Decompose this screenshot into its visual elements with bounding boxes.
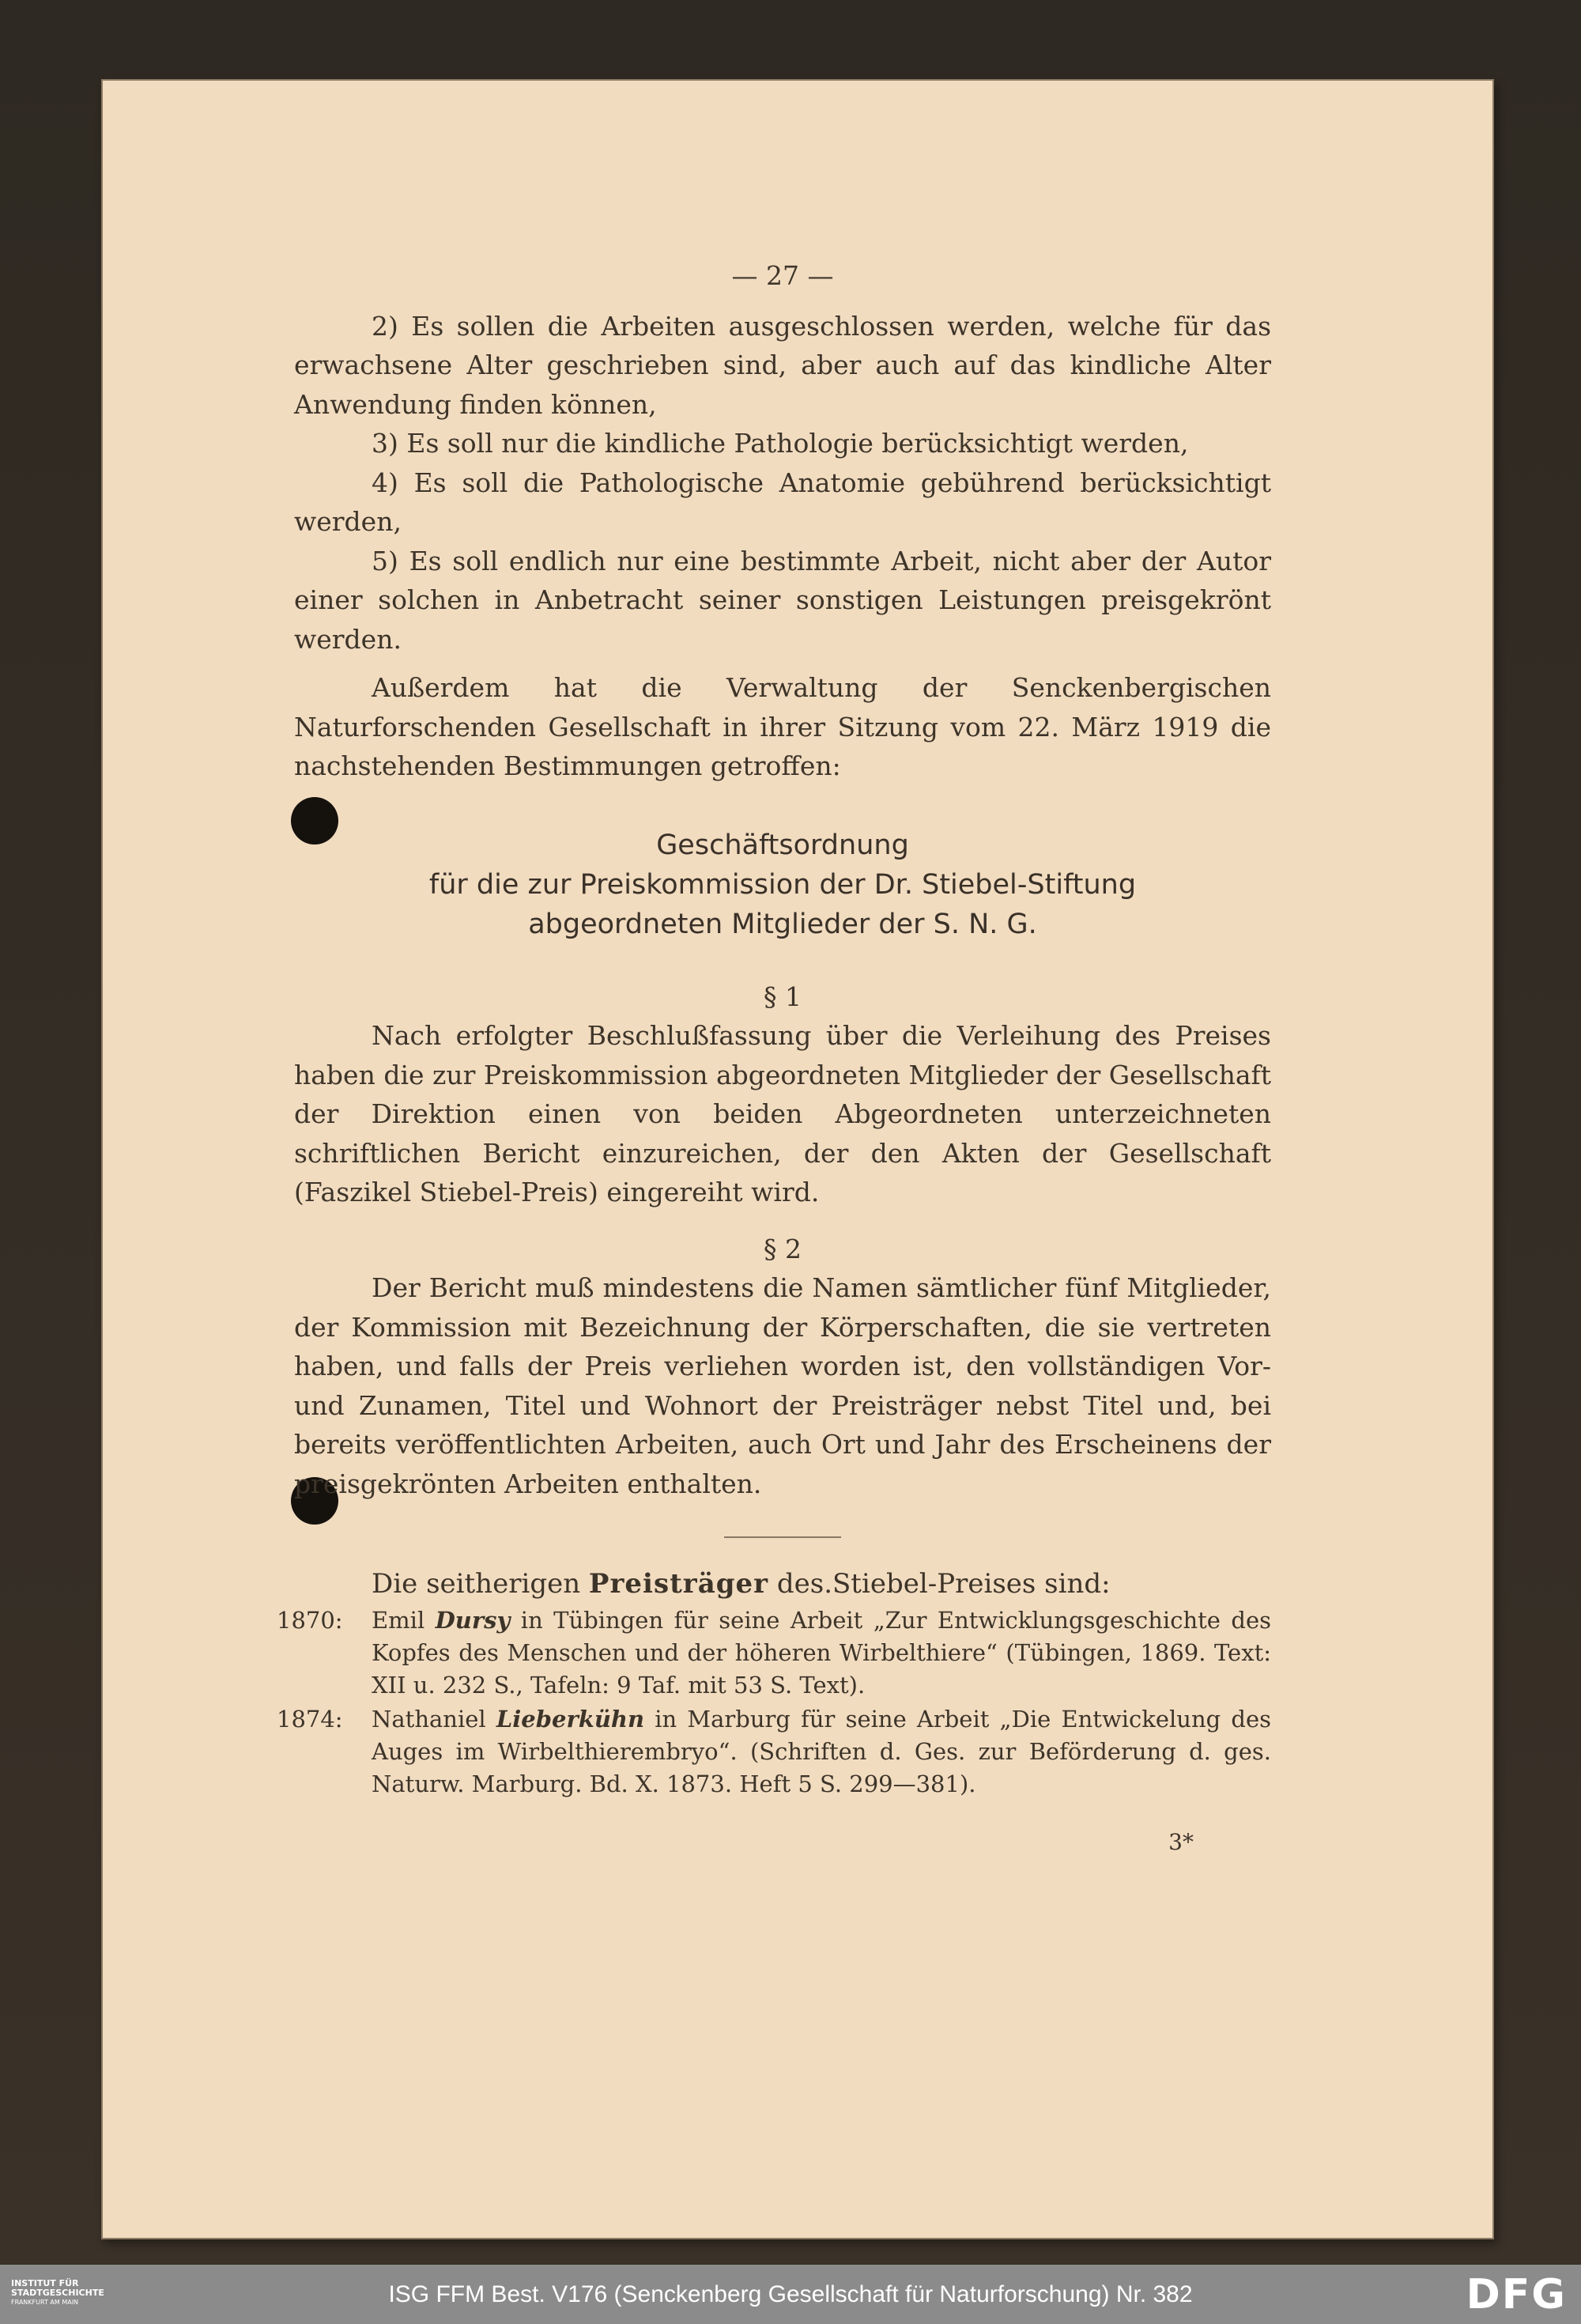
logo-line: FRANKFURT AM MAIN xyxy=(11,2299,79,2306)
archive-footer-bar xyxy=(0,2265,1581,2324)
winners-intro xyxy=(294,1565,1271,1603)
paragraph-mark-2: § 2 xyxy=(764,1233,802,1264)
section-1-text: Nach erfolgter Beschlußfassung über die Verleihung des Preises haben die zur Preiskommission abgeordneten Mitglieder der Gesellschaft der Direktion einen von beiden Abgeordneten unterzeichneten schriftlichen Bericht einzureichen, der den Akten der Gesellschaft (Faszikel Stiebel-Preis) eingereiht wird. xyxy=(294,1020,1271,1207)
winner-prefix: Nathaniel xyxy=(372,1706,486,1733)
page-text xyxy=(277,256,1272,1862)
section-2-text: Der Bericht muß mindestens die Namen sämtlicher fünf Mitglieder, der Kommission mit Bezeichnung der Körperschaften, die sie vertreten haben, und falls der Preis verliehen worden ist, den vollständigen Vor- und Zunamen, Titel und Wohnort der Preisträger nebst Titel und, bei bereits veröffentlichten Arbeiten, auch Ort und Jahr des Erscheinens der preisgekrönten Arbeiten enthalten. xyxy=(294,1272,1271,1499)
winners-intro-before: Die seitherigen xyxy=(372,1568,581,1600)
winner-prefix: Emil xyxy=(372,1607,425,1634)
winner-text xyxy=(372,1703,1271,1801)
page-number: — 27 — xyxy=(731,260,834,291)
winner-text xyxy=(372,1604,1271,1702)
logo-line: INSTITUT FÜR xyxy=(11,2278,79,2288)
winner-year: 1870: xyxy=(277,1607,343,1634)
winner-year: 1874: xyxy=(277,1706,343,1733)
winner-entry xyxy=(277,1604,1271,1702)
winners-intro-bold: Preisträger xyxy=(588,1568,769,1600)
winners-intro-after: des.Stiebel-Preises sind: xyxy=(776,1568,1111,1600)
paragraph-mark-1: § 1 xyxy=(764,981,802,1012)
winner-name: Dursy xyxy=(435,1607,511,1634)
list-item: 5) Es soll endlich nur eine bestimmte Arbeit, nicht aber der Autor einer solchen in Anbetracht seiner sonstigen Leistungen preisgekrönt werden. xyxy=(294,545,1271,655)
heading-line: Geschäftsordnung xyxy=(656,829,909,861)
list-item: 3) Es soll nur die kindliche Pathologie berücksichtigt werden, xyxy=(372,428,1189,459)
heading-line: für die zur Preiskommission der Dr. Stiebel-Stiftung xyxy=(428,868,1137,901)
winner-details: in Marburg für seine Arbeit „Die Entwickelung des Auges im Wirbelthierembryo“. (Schriften d. Ges. zur Beförderung d. ges. Naturw. Marburg. Bd. X. 1873. Heft 5 S. 299—381). xyxy=(372,1706,1272,1797)
winner-entry xyxy=(277,1703,1272,1801)
intro-paragraph: Außerdem hat die Verwaltung der Senckenbergischen Naturforschenden Gesellschaft in ihrer Sitzung vom 22. März 1919 die nachstehenden Bestimmungen getroffen: xyxy=(294,672,1271,781)
archive-caption: ISG FFM Best. V176 (Senckenberg Gesellschaft für Naturforschung) Nr. 382 xyxy=(388,2281,1193,2307)
heading-line: abgeordneten Mitglieder der S. N. G. xyxy=(528,908,1037,940)
signature-mark: 3* xyxy=(1168,1829,1194,1855)
divider xyxy=(724,1536,841,1538)
dfg-logo: DFG xyxy=(1466,2271,1567,2318)
section-heading xyxy=(294,826,1271,944)
logo-line: STADTGESCHICHTE xyxy=(11,2288,104,2298)
list-item: 4) Es soll die Pathologische Anatomie gebührend berücksichtigt werden, xyxy=(294,467,1271,537)
winner-details: in Tübingen für seine Arbeit „Zur Entwicklungsgeschichte des Kopfes des Menschen und der höheren Wirbelthiere“ (Tübingen, 1869. Text: XII u. 232 S., Tafeln: 9 Taf. mit 53 S. Text). xyxy=(372,1607,1271,1699)
list-item: 2) Es sollen die Arbeiten ausgeschlossen werden, welche für das erwachsene Alter geschrieben sind, aber auch auf das kindliche Alter Anwendung finden können, xyxy=(294,310,1271,420)
winner-name: Lieberkühn xyxy=(496,1706,645,1733)
